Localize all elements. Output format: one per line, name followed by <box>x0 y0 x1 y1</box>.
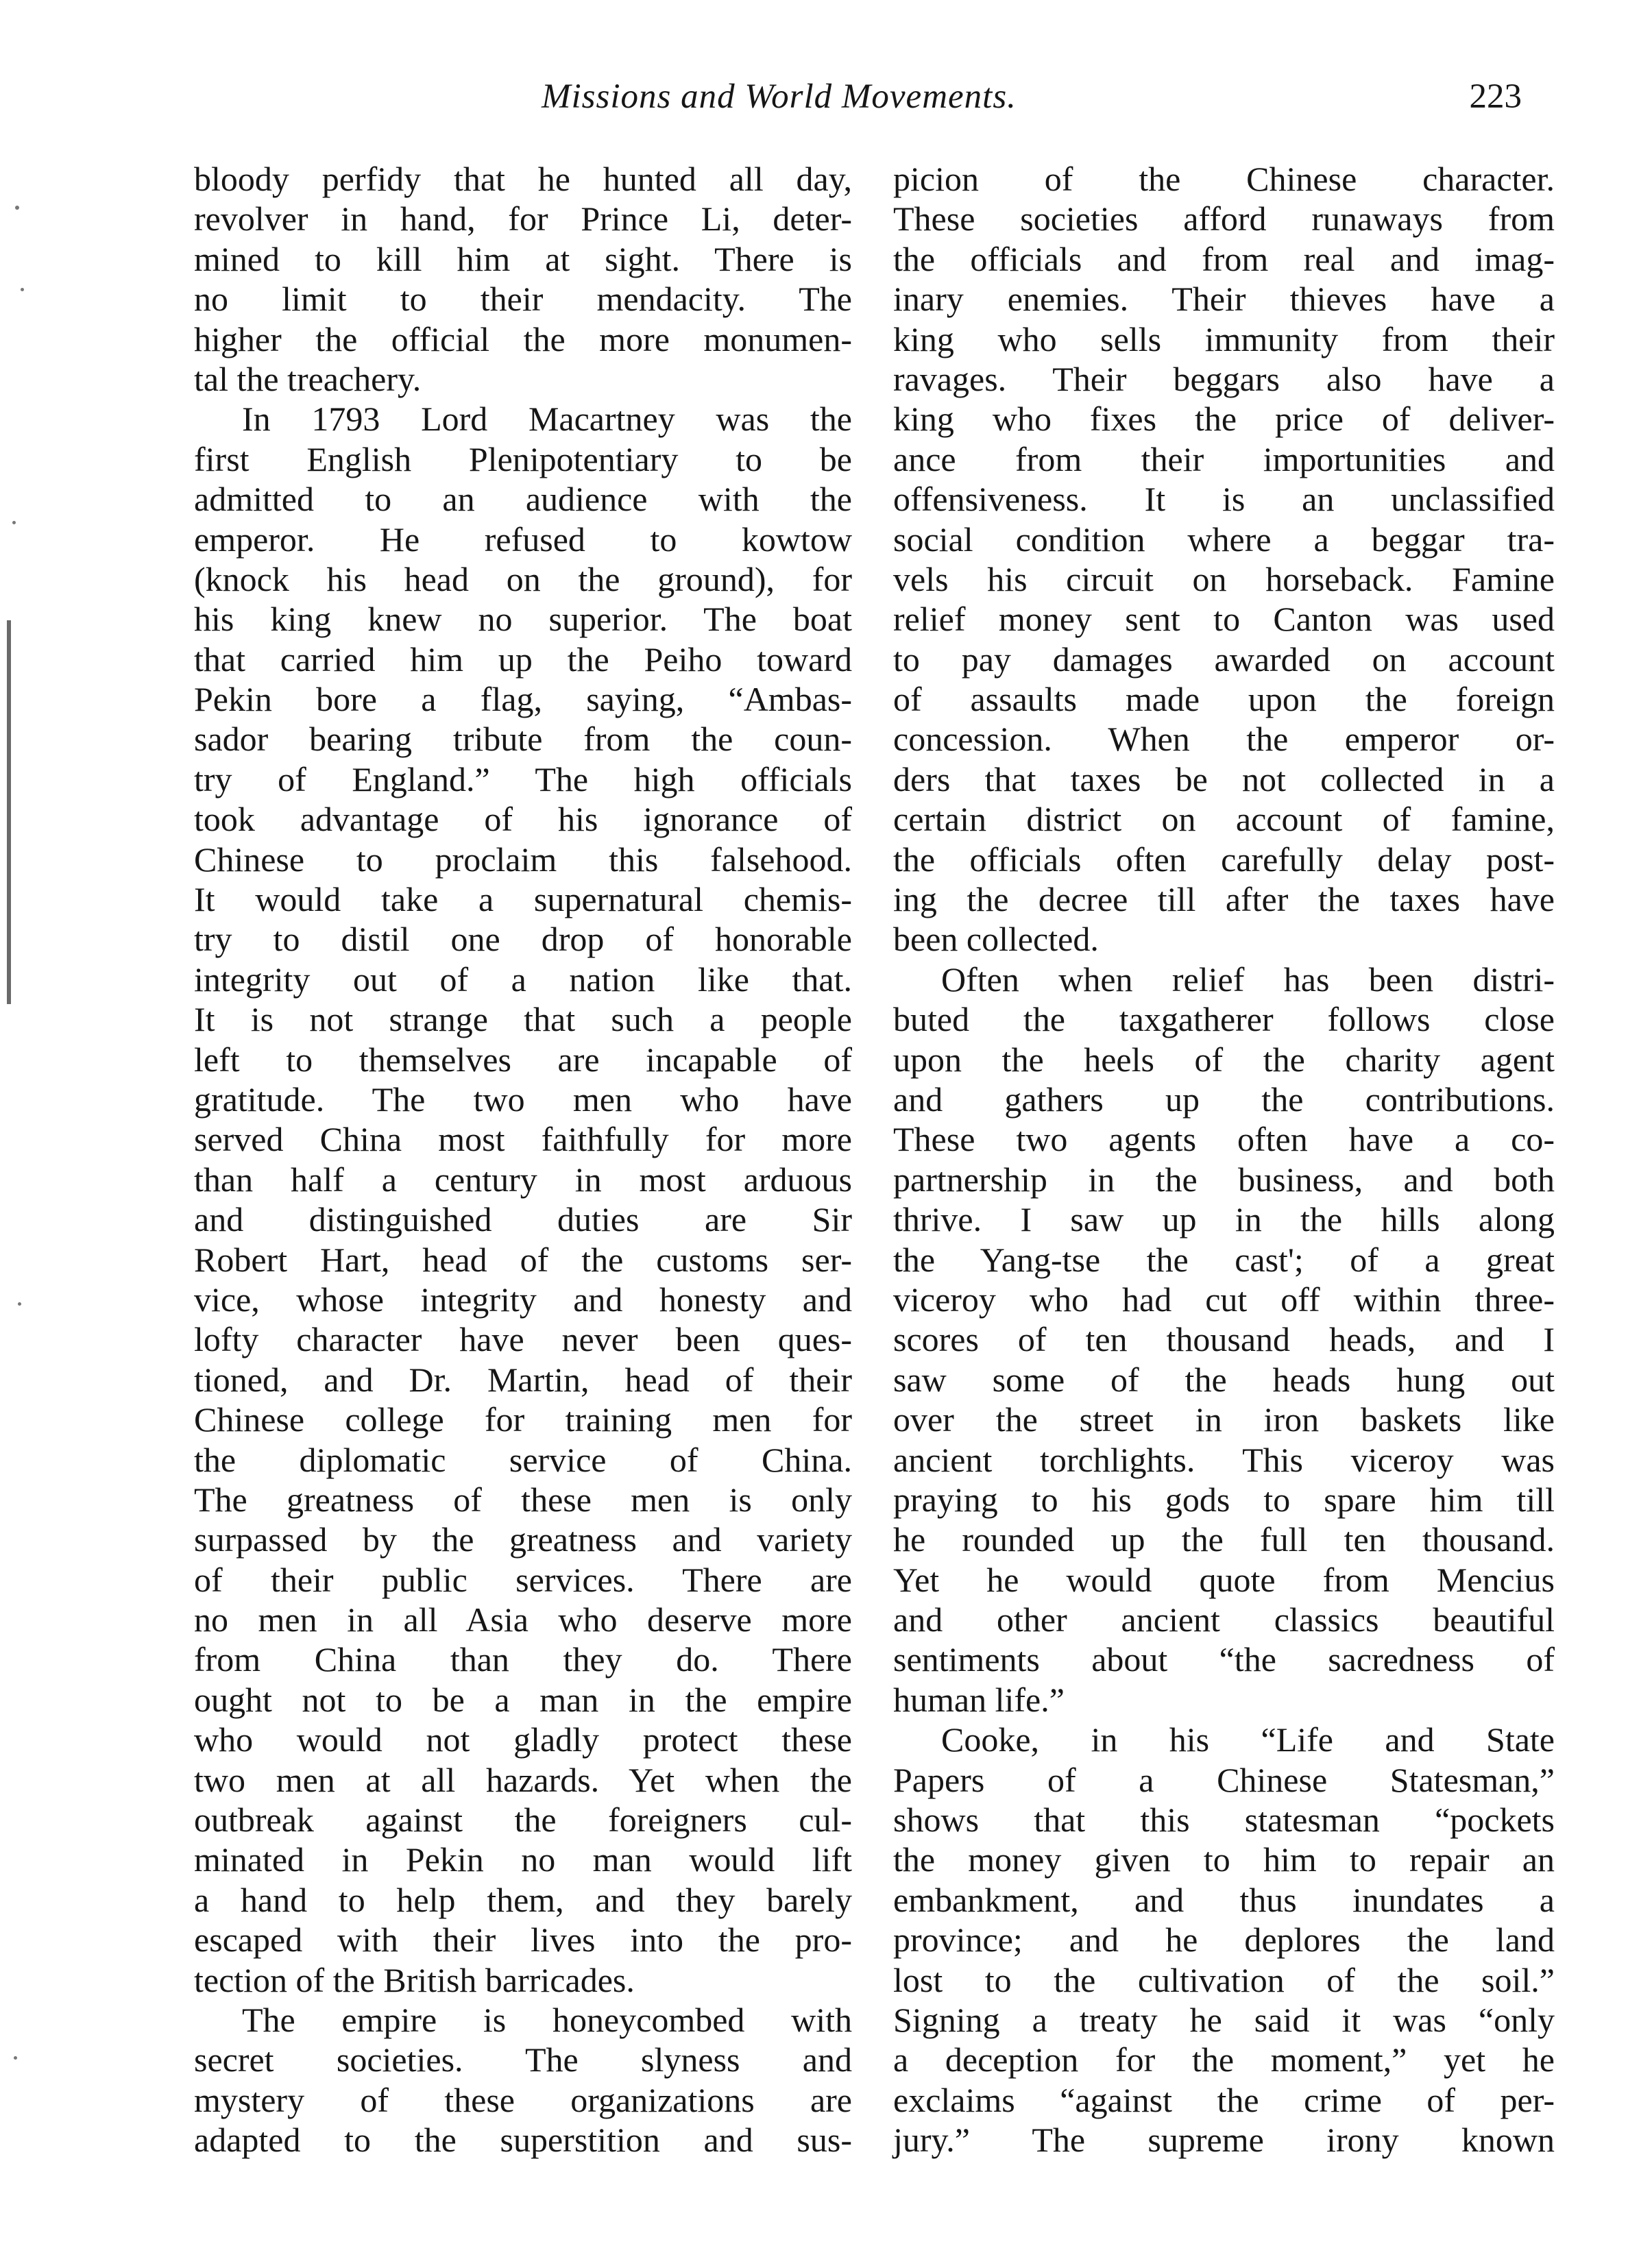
text-line: (knock his head on the ground), for <box>194 559 852 598</box>
text-line: relief money sent to Canton was used <box>893 600 1555 639</box>
text-line: social condition where a beggar tra- <box>893 520 1555 559</box>
page-number: 223 <box>1469 77 1522 116</box>
text-line: no men in all Asia who deserve more <box>194 1600 852 1639</box>
text-line: offensiveness. It is an unclassified <box>893 480 1555 519</box>
text-line: inary enemies. Their thieves have a <box>893 280 1555 319</box>
text-line: and other ancient classics beautiful <box>893 1600 1555 1639</box>
text-line: Papers of a Chinese Statesman,” <box>893 1760 1555 1799</box>
text-line: Yet he would quote from Mencius <box>893 1560 1555 1599</box>
text-line: partnership in the business, and both <box>893 1160 1555 1199</box>
text-line: try of England.” The high officials <box>194 759 852 798</box>
text-line: picion of the Chinese character. <box>893 160 1555 198</box>
text-line: Signing a treaty he said it was “only <box>893 2000 1555 2039</box>
right-text-column <box>893 159 1555 2160</box>
text-line: king who fixes the price of deliver- <box>893 400 1555 439</box>
text-line: and distinguished duties are Sir <box>194 1200 852 1239</box>
running-header <box>0 77 1652 132</box>
text-line: Often when relief has been distri- <box>941 960 1555 999</box>
text-line: province; and he deplores the land <box>893 1920 1555 1960</box>
scan-speck <box>14 2056 17 2060</box>
text-line: Chinese to proclaim this falsehood. <box>194 840 852 879</box>
text-line: a hand to help them, and they barely <box>194 1880 852 1919</box>
text-line: It is not strange that such a people <box>194 1000 852 1039</box>
text-line: saw some of the heads hung out <box>893 1360 1555 1399</box>
left-text-column <box>194 159 852 2160</box>
text-line: admitted to an audience with the <box>194 480 852 519</box>
text-line: revolver in hand, for Prince Li, deter- <box>194 199 852 239</box>
text-line: lost to the cultivation of the soil.” <box>893 1960 1555 1999</box>
text-line: no limit to their mendacity. The <box>194 280 852 319</box>
text-line: tal the treachery. <box>194 359 422 398</box>
text-line: took advantage of his ignorance of <box>194 800 852 839</box>
text-line: of their public services. There are <box>194 1560 852 1599</box>
text-line: secret societies. The slyness and <box>194 2040 852 2079</box>
scan-speck <box>18 1302 21 1306</box>
text-line: ancient torchlights. This viceroy was <box>893 1440 1555 1479</box>
text-line: human life.” <box>893 1680 1065 1719</box>
text-line: vice, whose integrity and honesty and <box>194 1280 852 1319</box>
text-line: integrity out of a nation like that. <box>194 960 852 999</box>
text-line: lofty character have never been ques- <box>194 1320 852 1359</box>
text-line: praying to his gods to spare him till <box>893 1480 1555 1519</box>
text-line: that carried him up the Peiho toward <box>194 639 852 679</box>
text-line: shows that this statesman “pockets <box>893 1801 1555 1840</box>
text-line: a deception for the moment,” yet he <box>893 2040 1555 2079</box>
text-line: of assaults made upon the foreign <box>893 680 1555 719</box>
text-line: ravages. Their beggars also have a <box>893 359 1555 398</box>
text-line: upon the heels of the charity agent <box>893 1040 1555 1079</box>
text-line: served China most faithfully for more <box>194 1120 852 1159</box>
text-line: The greatness of these men is only <box>194 1480 852 1519</box>
text-line: Chinese college for training men for <box>194 1400 852 1439</box>
text-line: These two agents often have a co- <box>893 1120 1555 1159</box>
text-line: surpassed by the greatness and variety <box>194 1520 852 1559</box>
text-line: adapted to the superstition and sus- <box>194 2121 852 2160</box>
text-line: sentiments about “the sacredness of <box>893 1640 1555 1679</box>
scan-speck <box>21 288 24 291</box>
text-line: ance from their importunities and <box>893 439 1555 478</box>
text-line: scores of ten thousand heads, and I <box>893 1320 1555 1359</box>
text-line: mystery of these organizations are <box>194 2080 852 2119</box>
text-line: thrive. I saw up in the hills along <box>893 1200 1555 1239</box>
text-line: king who sells immunity from their <box>893 319 1555 358</box>
text-line: emperor. He refused to kowtow <box>194 520 852 559</box>
text-line: been collected. <box>893 920 1099 959</box>
text-line: jury.” The supreme irony known <box>893 2121 1555 2160</box>
text-line: higher the official the more monumen- <box>194 319 852 358</box>
text-line: to pay damages awarded on account <box>893 639 1555 679</box>
text-line: These societies afford runaways from <box>893 199 1555 239</box>
text-line: viceroy who had cut off within three- <box>893 1280 1555 1319</box>
text-line: ought not to be a man in the empire <box>194 1680 852 1719</box>
text-line: the officials and from real and imag- <box>893 239 1555 278</box>
text-line: two men at all hazards. Yet when the <box>194 1760 852 1799</box>
binding-shadow <box>7 620 11 1004</box>
text-line: the officials often carefully delay post- <box>893 840 1555 879</box>
text-line: outbreak against the foreigners cul- <box>194 1801 852 1840</box>
text-line: escaped with their lives into the pro- <box>194 1920 852 1960</box>
text-line: sador bearing tribute from the coun- <box>194 720 852 759</box>
scan-speck <box>15 206 19 210</box>
text-line: the diplomatic service of China. <box>194 1440 852 1479</box>
text-line: his king knew no superior. The boat <box>194 600 852 639</box>
text-line: In 1793 Lord Macartney was the <box>242 400 852 439</box>
text-line: try to distil one drop of honorable <box>194 920 852 959</box>
text-line: who would not gladly protect these <box>194 1720 852 1759</box>
text-line: than half a century in most arduous <box>194 1160 852 1199</box>
text-line: Cooke, in his “Life and State <box>941 1720 1555 1759</box>
text-line: exclaims “against the crime of per- <box>893 2080 1555 2119</box>
text-line: over the street in iron baskets like <box>893 1400 1555 1439</box>
text-line: concession. When the emperor or- <box>893 720 1555 759</box>
text-line: and gathers up the contributions. <box>893 1079 1555 1119</box>
scan-speck <box>12 521 16 524</box>
text-line: ders that taxes be not collected in a <box>893 759 1555 798</box>
text-line: It would take a supernatural chemis- <box>194 880 852 919</box>
text-line: tioned, and Dr. Martin, head of their <box>194 1360 852 1399</box>
text-line: tection of the British barricades. <box>194 1960 635 1999</box>
text-line: the money given to him to repair an <box>893 1840 1555 1879</box>
text-line: ing the decree till after the taxes have <box>893 880 1555 919</box>
text-line: gratitude. The two men who have <box>194 1079 852 1119</box>
text-line: left to themselves are incapable of <box>194 1040 852 1079</box>
text-line: The empire is honeycombed with <box>242 2000 852 2039</box>
running-title: Missions and World Movements. <box>542 77 1017 116</box>
text-line: from China than they do. There <box>194 1640 852 1679</box>
text-line: buted the taxgatherer follows close <box>893 1000 1555 1039</box>
text-line: bloody perfidy that he hunted all day, <box>194 160 852 198</box>
text-line: certain district on account of famine, <box>893 800 1555 839</box>
text-line: he rounded up the full ten thousand. <box>893 1520 1555 1559</box>
text-line: embankment, and thus inundates a <box>893 1880 1555 1919</box>
text-line: minated in Pekin no man would lift <box>194 1840 852 1879</box>
text-line: Pekin bore a flag, saying, “Ambas- <box>194 680 852 719</box>
text-line: vels his circuit on horseback. Famine <box>893 559 1555 598</box>
text-line: mined to kill him at sight. There is <box>194 239 852 278</box>
text-line: Robert Hart, head of the customs ser- <box>194 1240 852 1279</box>
text-line: the Yang-tse the cast'; of a great <box>893 1240 1555 1279</box>
text-line: first English Plenipotentiary to be <box>194 439 852 478</box>
